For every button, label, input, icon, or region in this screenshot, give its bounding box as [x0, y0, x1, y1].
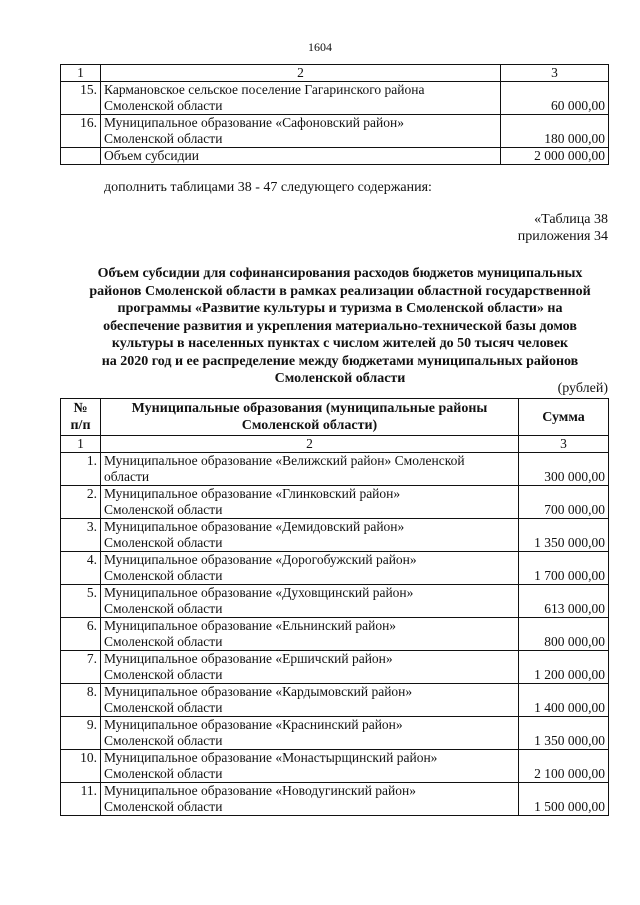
row-name-line: Смоленской области [104, 667, 223, 682]
row-sum: 700 000,00 [519, 486, 609, 519]
row-name [101, 115, 501, 148]
table-row [61, 684, 609, 717]
continuation-text: дополнить таблицами 38 - 47 следующего содержания: [104, 180, 432, 195]
row-name [101, 453, 519, 486]
total-label: Объем субсидии [101, 148, 501, 165]
row-sum: 2 100 000,00 [519, 750, 609, 783]
row-name [101, 552, 519, 585]
table-row [61, 750, 609, 783]
row-number: 6. [61, 618, 101, 651]
table-row [61, 585, 609, 618]
header-cell: 1 [61, 65, 101, 82]
title-line: на 2020 год и ее распределение между бюджетами муниципальных районов [101, 353, 579, 369]
top-table [60, 64, 609, 165]
row-number: 9. [61, 717, 101, 750]
numbering-cell: 3 [519, 436, 609, 453]
row-sum: 613 000,00 [519, 585, 609, 618]
row-name-line: Смоленской области [104, 601, 223, 616]
table-numbering-row [61, 436, 609, 453]
table-row [61, 651, 609, 684]
row-number: 8. [61, 684, 101, 717]
table-row [61, 552, 609, 585]
table-row [61, 717, 609, 750]
table-row [61, 82, 609, 115]
numbering-cell: 2 [101, 436, 519, 453]
row-name-line: Кармановское сельское поселение Гагаринского района [104, 82, 425, 97]
row-name-line: Муниципальное образование «Сафоновский район» [104, 115, 404, 130]
row-name-line: Муниципальное образование «Кардымовский район» [104, 684, 413, 699]
row-name [101, 717, 519, 750]
table-row [61, 783, 609, 816]
row-sum: 1 350 000,00 [519, 519, 609, 552]
row-name [101, 519, 519, 552]
table-row [61, 65, 609, 82]
title-line: Смоленской области [274, 371, 406, 386]
row-number: 11. [61, 783, 101, 816]
title-line: обеспечение развития и укрепления материально-технической базы домов [103, 318, 577, 334]
row-name-line: Смоленской области [104, 700, 223, 715]
row-number: 16. [61, 115, 101, 148]
row-number: 3. [61, 519, 101, 552]
header-cell: 3 [501, 65, 609, 82]
row-name-line: Муниципальное образование «Монастырщинский район» [104, 750, 438, 765]
row-name-line: Муниципальное образование «Духовщинский район» [104, 585, 414, 600]
numbering-cell: 1 [61, 436, 101, 453]
units-label: (рублей) [557, 381, 608, 396]
row-number: 15. [61, 82, 101, 115]
row-name [101, 82, 501, 115]
row-name-line: Муниципальное образование «Ершичский район» [104, 651, 393, 666]
table-row [61, 486, 609, 519]
table-row [61, 453, 609, 486]
row-sum: 60 000,00 [501, 82, 609, 115]
row-name-line: Смоленской области [104, 733, 223, 748]
table-row [61, 148, 609, 165]
row-name-line: Смоленской области [104, 799, 223, 814]
row-name [101, 750, 519, 783]
header-cell: 2 [101, 65, 501, 82]
header-text: Смоленской области) [241, 418, 378, 433]
row-sum: 1 500 000,00 [519, 783, 609, 816]
row-name-line: Смоленской области [104, 535, 223, 550]
page-number: 1604 [308, 40, 332, 54]
table-header-row [61, 399, 609, 436]
row-number: 7. [61, 651, 101, 684]
row-sum: 300 000,00 [519, 453, 609, 486]
appendix-reference: приложения 34 [517, 229, 608, 244]
row-number: 10. [61, 750, 101, 783]
row-name [101, 618, 519, 651]
row-name-line: Муниципальное образование «Краснинский район» [104, 717, 403, 732]
total-sum: 2 000 000,00 [501, 148, 609, 165]
header-cell-sum: Сумма [519, 399, 609, 436]
title-line: программы «Развитие культуры и туризма в Смоленской области» на [117, 301, 563, 316]
row-name [101, 684, 519, 717]
row-number: 4. [61, 552, 101, 585]
row-name-line: области [104, 469, 150, 484]
row-name-line: Муниципальное образование «Демидовский район» [104, 519, 405, 534]
main-table [60, 398, 609, 816]
row-name-line: Муниципальное образование «Ельнинский район» [104, 618, 397, 633]
row-sum: 1 350 000,00 [519, 717, 609, 750]
row-name [101, 651, 519, 684]
header-cell-name [101, 399, 519, 436]
header-text: п/п [70, 418, 91, 433]
row-number: 2. [61, 486, 101, 519]
row-name-line: Муниципальное образование «Новодугинский район» [104, 783, 416, 798]
row-name [101, 783, 519, 816]
row-name-line: Смоленской области [104, 98, 223, 113]
row-name-line: Муниципальное образование «Дорогобужский район» [104, 552, 417, 567]
table-row [61, 115, 609, 148]
header-text: № [73, 401, 88, 416]
table-row [61, 519, 609, 552]
empty-cell [61, 148, 101, 165]
table-reference: «Таблица 38 [534, 212, 608, 227]
row-name [101, 486, 519, 519]
row-name-line: Смоленской области [104, 131, 223, 146]
title-line: районов Смоленской области в рамках реализации областной государственной [89, 283, 591, 299]
header-cell-number [61, 399, 101, 436]
row-name-line: Муниципальное образование «Велижский район» Смоленской [104, 453, 465, 468]
row-name-line: Смоленской области [104, 634, 223, 649]
table-row [61, 618, 609, 651]
row-number: 5. [61, 585, 101, 618]
header-text: Муниципальные образования (муниципальные районы [131, 401, 488, 416]
row-sum: 800 000,00 [519, 618, 609, 651]
row-name-line: Смоленской области [104, 568, 223, 583]
row-name-line: Муниципальное образование «Глинковский район» [104, 486, 401, 501]
row-sum: 180 000,00 [501, 115, 609, 148]
row-name-line: Смоленской области [104, 766, 223, 781]
row-sum: 1 400 000,00 [519, 684, 609, 717]
row-sum: 1 200 000,00 [519, 651, 609, 684]
title-line: культуры в населенных пунктах с числом жителей до 50 тысяч человек [111, 336, 569, 351]
row-name-line: Смоленской области [104, 502, 223, 517]
title-line: Объем субсидии для софинансирования расходов бюджетов муниципальных [97, 266, 583, 281]
row-name [101, 585, 519, 618]
table-title [70, 265, 610, 388]
row-number: 1. [61, 453, 101, 486]
row-sum: 1 700 000,00 [519, 552, 609, 585]
